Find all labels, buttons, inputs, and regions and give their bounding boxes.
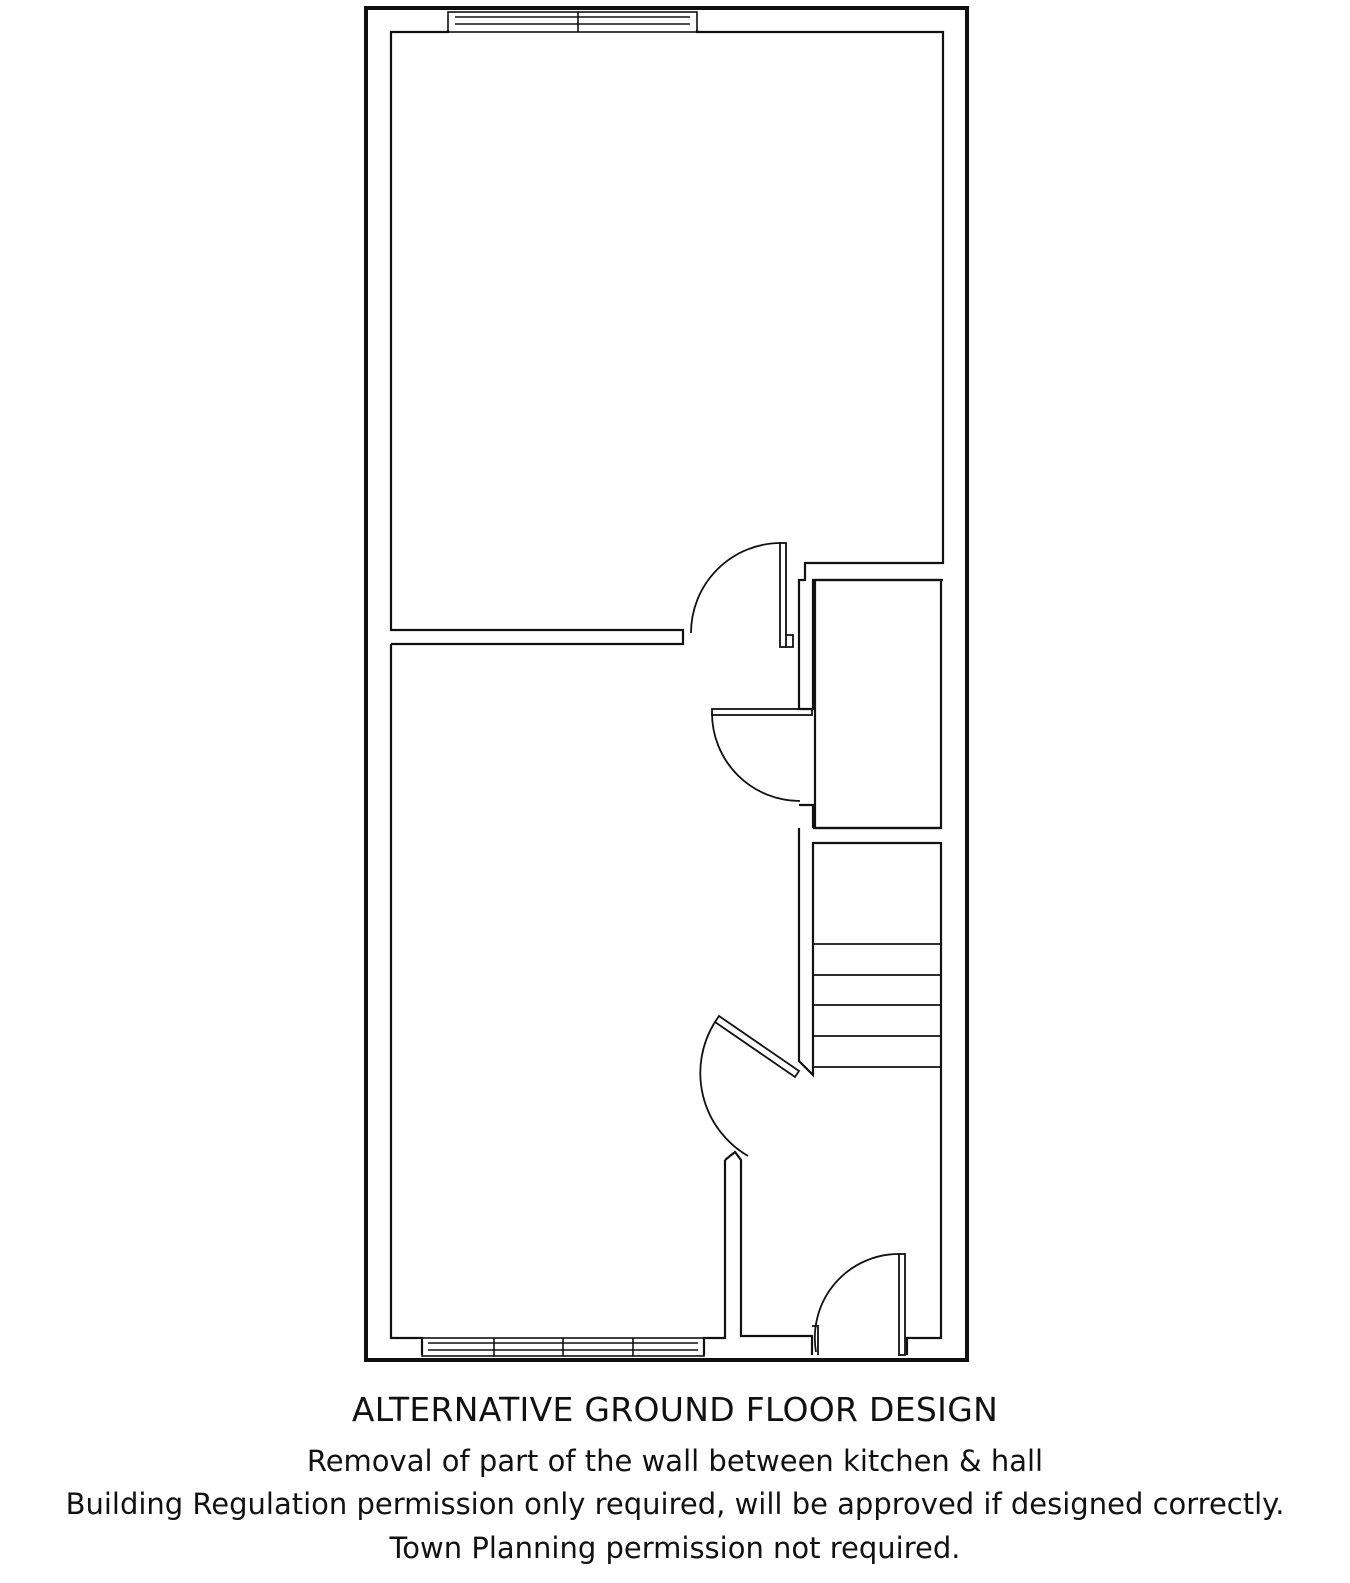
caption-line-3: Town Planning permission not required. (389, 1531, 961, 1565)
front-room-right-wall (697, 30, 943, 709)
cupboard-door (712, 709, 812, 801)
outer-wall (366, 8, 967, 1360)
caption-line-1: Removal of part of the wall between kitchen & hall (306, 1444, 1044, 1478)
lounge-door (691, 543, 793, 647)
hall-partition-wall (799, 828, 941, 1355)
front-room-walls (391, 30, 683, 644)
caption-line-2: Building Regulation permission only required, will be approved if designed correctly. (65, 1487, 1285, 1521)
staircase (813, 944, 941, 1067)
cupboard-room (799, 580, 941, 828)
top-window (448, 12, 697, 32)
kitchen-door (700, 1016, 799, 1156)
caption-title: ALTERNATIVE GROUND FLOOR DESIGN (351, 1390, 999, 1429)
kitchen-left-wall (391, 644, 422, 1355)
front-door (812, 1254, 905, 1355)
hall-stub-wall (725, 1152, 812, 1355)
kitchen-right-wall (704, 1160, 725, 1355)
bottom-window (422, 1338, 704, 1356)
